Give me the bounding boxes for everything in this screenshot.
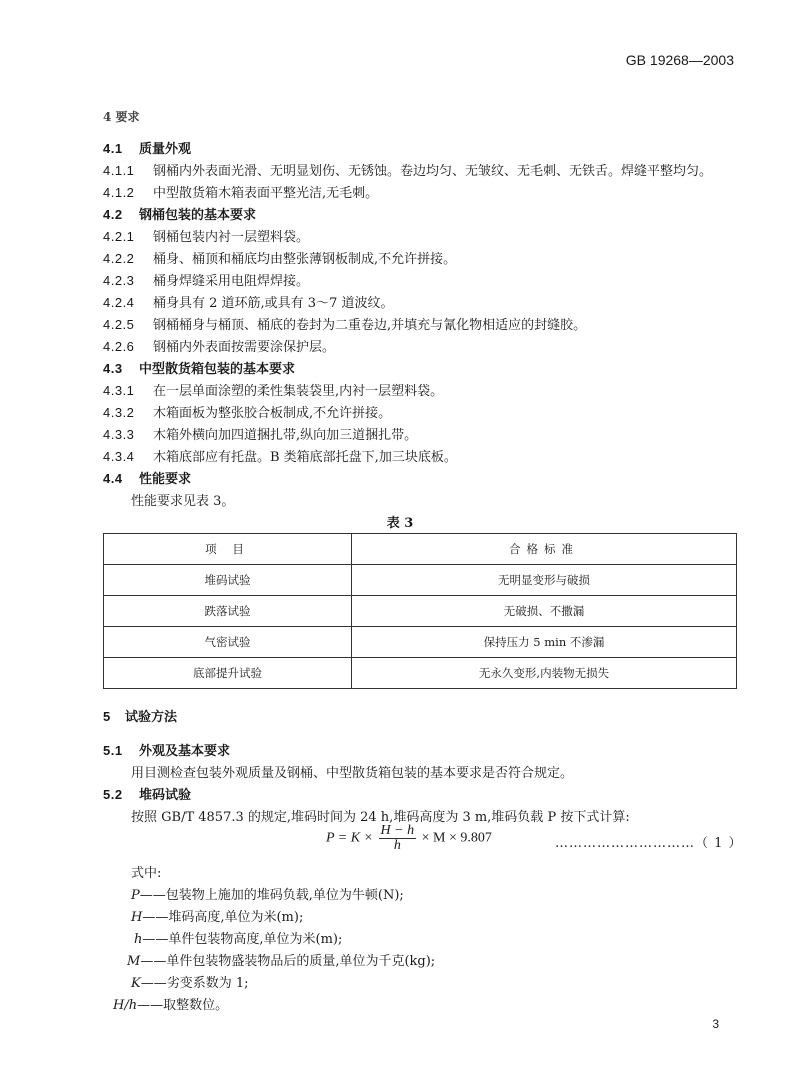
formula-rhs: × M × 9.807	[421, 830, 492, 846]
clause-4-3-3	[103, 424, 417, 443]
definition-h	[134, 928, 342, 947]
clause-number: 4.1.1	[103, 163, 135, 178]
clause-number: 4.1.2	[103, 185, 135, 200]
clause-4-1-1	[103, 160, 712, 179]
table-cell: 无明显变形与破损	[352, 565, 737, 596]
heading-5-1	[103, 740, 230, 759]
section-title: 堆码试验	[139, 788, 192, 803]
clause-text: 木箱底部应有托盘。B 类箱底部托盘下,加三块底板。	[153, 450, 457, 465]
clause-4-2-1	[103, 226, 309, 245]
definition-text: ——堆码高度,单位为米(m);	[142, 910, 304, 925]
where-label: 式中:	[131, 866, 162, 881]
column-header: 合格标准	[352, 534, 737, 565]
definition-H	[131, 906, 303, 925]
table-caption: 表 3	[386, 516, 414, 531]
section-title: 试验方法	[125, 710, 178, 725]
appearance-check-text: 用目测检查包装外观质量及钢桶、中型散货箱包装的基本要求是否符合规定。	[131, 766, 574, 781]
symbol: H	[131, 910, 143, 925]
table-cell: 无永久变形,内装物无损失	[352, 658, 737, 689]
clause-4-2-2	[103, 248, 456, 267]
equation-number: …………………………（ 1 ）	[555, 836, 743, 851]
definition-text: ——单件包装物盛装物品后的质量,单位为千克(kg);	[140, 954, 436, 969]
clause-text: 桶身焊缝采用电阻焊焊接。	[153, 274, 310, 289]
clause-4-3-2	[103, 402, 391, 421]
heading-4-3	[103, 358, 295, 377]
clause-4-2-3	[103, 270, 309, 289]
section-title: 中型散货箱包装的基本要求	[139, 362, 296, 377]
formula-fraction	[379, 824, 417, 853]
definition-H-over-h	[113, 994, 228, 1013]
section-number: 4.3	[103, 361, 123, 376]
clause-text: 桶身具有 2 道环筋,或具有 3～7 道波纹。	[153, 296, 394, 311]
section-title: 质量外观	[139, 142, 192, 157]
clause-number: 4.2.3	[103, 273, 135, 288]
definition-K	[131, 972, 249, 991]
definition-text: ——劣变系数为 1;	[140, 976, 249, 991]
clause-number: 4.3.1	[103, 383, 135, 398]
clause-number: 4.2.5	[103, 317, 135, 332]
table-header-row	[104, 534, 737, 565]
clause-number: 4.3.4	[103, 449, 135, 464]
clause-number: 4.3.3	[103, 427, 135, 442]
symbol: M	[127, 954, 141, 969]
heading-5-2	[103, 784, 191, 803]
section-title: 性能要求	[139, 472, 192, 487]
section-number: 4.2	[103, 207, 123, 222]
table-cell: 底部提升试验	[104, 658, 352, 689]
table-row	[104, 596, 737, 627]
cut-off-heading: 4 要求	[103, 110, 140, 124]
definition-text: ——单件包装物高度,单位为米(m);	[142, 932, 343, 947]
page-number: 3	[712, 1017, 719, 1031]
heading-4-1	[103, 138, 191, 157]
definition-p	[131, 884, 404, 903]
clause-text: 钢桶桶身与桶顶、桶底的卷封为二重卷边,并填充与氰化物相适应的封缝胶。	[153, 318, 587, 333]
clause-4-2-5	[103, 314, 586, 333]
heading-5	[103, 706, 177, 725]
table-row	[104, 565, 737, 596]
clause-number: 4.2.2	[103, 251, 135, 266]
definition-text: ——取整数位。	[137, 998, 229, 1013]
clause-text: 桶身、桶顶和桶底均由整张薄钢板制成,不允许拼接。	[153, 252, 457, 267]
clause-4-3-4	[103, 446, 457, 465]
clause-4-2-6	[103, 336, 335, 355]
section-number: 5	[103, 709, 111, 724]
section-number: 4.4	[103, 471, 123, 486]
symbol: P	[131, 888, 140, 903]
definition-text: ——包装物上施加的堆码负载,单位为牛顿(N);	[139, 888, 404, 903]
column-header: 项 目	[104, 534, 352, 565]
table-cell: 堆码试验	[104, 565, 352, 596]
stacking-load-formula	[326, 824, 492, 853]
clause-text: 钢桶内外表面按需要涂保护层。	[153, 340, 336, 355]
clause-4-3-1	[103, 380, 443, 399]
clause-number: 4.2.1	[103, 229, 135, 244]
heading-4-2	[103, 204, 256, 223]
formula-denominator: h	[393, 838, 401, 853]
stacking-test-text: 按照 GB/T 4857.3 的规定,堆码时间为 24 h,堆码高度为 3 m,堆码负载 P 按下式计算:	[131, 810, 630, 825]
clause-text: 钢桶包装内衬一层塑料袋。	[153, 230, 310, 245]
section-number: 5.2	[103, 787, 123, 802]
table-row	[104, 627, 737, 658]
performance-ref-text: 性能要求见表 3。	[131, 494, 235, 509]
table-row	[104, 658, 737, 689]
formula-lhs: P = K ×	[326, 830, 374, 846]
standard-number: GB 19268—2003	[625, 52, 734, 68]
clause-text: 中型散货箱木箱表面平整光洁,无毛刺。	[153, 186, 379, 201]
table-cell: 跌落试验	[104, 596, 352, 627]
clause-number: 4.2.6	[103, 339, 135, 354]
definition-M	[127, 950, 435, 969]
symbol: H/h	[113, 998, 138, 1013]
clause-text: 钢桶内外表面光滑、无明显划伤、无锈蚀。卷边均匀、无皱纹、无毛刺、无铁舌。焊缝平整均匀。	[153, 164, 713, 179]
formula-numerator: H − h	[380, 823, 415, 838]
table-cell: 气密试验	[104, 627, 352, 658]
clause-4-2-4	[103, 292, 393, 311]
section-title: 外观及基本要求	[139, 744, 231, 759]
section-number: 4.1	[103, 141, 123, 156]
clause-text: 在一层单面涂塑的柔性集装袋里,内衬一层塑料袋。	[153, 384, 444, 399]
heading-4-4	[103, 468, 191, 487]
section-title: 钢桶包装的基本要求	[139, 208, 257, 223]
table-3	[103, 533, 737, 689]
symbol: K	[131, 976, 141, 991]
table-cell: 无破损、不撒漏	[352, 596, 737, 627]
clause-4-1-2	[103, 182, 378, 201]
symbol: h	[134, 932, 143, 947]
clause-text: 木箱面板为整张胶合板制成,不允许拼接。	[153, 406, 392, 421]
clause-text: 木箱外横向加四道捆扎带,纵向加三道捆扎带。	[153, 428, 418, 443]
clause-number: 4.3.2	[103, 405, 135, 420]
clause-number: 4.2.4	[103, 295, 135, 310]
table-cell: 保持压力 5 min 不渗漏	[352, 627, 737, 658]
section-number: 5.1	[103, 743, 123, 758]
